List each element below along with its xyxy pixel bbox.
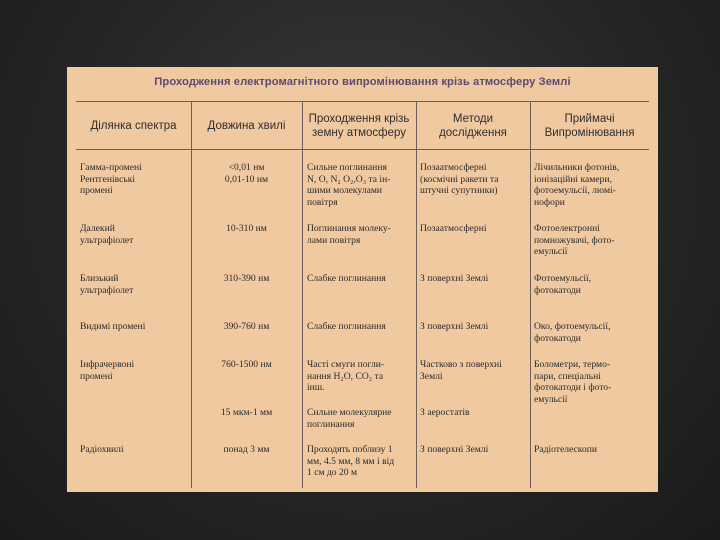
cell-receivers: Радіотелескопи [534,444,598,455]
header-radiation-receivers: Приймачі Випромінювання [544,113,635,139]
column-divider [416,101,417,488]
cell-wavelength: 310-390 нм [223,273,270,284]
column-divider [191,101,192,488]
cell-receivers: Фотоелектронні помножувачі, фото- емульсії [534,223,615,258]
table-top-rule [76,101,649,102]
cell-receivers: Око, фотоемульсії, фотокатоди [534,321,611,344]
cell-passage: Слабке поглинання [307,273,386,284]
table-title: Проходження електромагнітного випромінювання крізь атмосферу Землі [154,76,571,88]
spectrum-table [76,101,649,488]
cell-receivers: Болометри, термо- пари, спеціальні фотокатоди і фото- емульсії [534,359,612,405]
cell-methods: З поверхні Землі [420,444,489,455]
header-wavelength: Довжина хвилі [207,120,286,132]
cell-region: Гамма-промені Рентгенівські промені [80,162,142,197]
cell-methods: Позаатмосферні (космічні ракети та штучні супутники) [420,162,499,197]
cell-region: Радіохвилі [80,444,124,455]
cell-passage: Сильне поглинання N, O, N₂ O₂,O₃ та ін- шими молекулами повітря [307,162,391,208]
cell-methods: Позаатмосферні [420,223,487,234]
header-research-methods: Методи дослідження [439,113,507,139]
cell-passage: Часті смуги погли- нання H₂O, CO₂ та інш. [307,359,385,394]
cell-wavelength: 760-1500 нм [221,359,272,370]
cell-receivers: Фотоемульсії, фотокатоди [534,273,592,296]
cell-passage: Поглинання молеку- лами повітря [307,223,391,246]
column-divider [302,101,303,488]
cell-region: Видимі промені [80,321,146,332]
cell-methods: З поверхні Землі [420,321,489,332]
cell-region: Далекий ультрафіолет [80,223,134,246]
cell-methods: Частково з поверхні Землі [420,359,502,382]
header-rule [76,149,649,150]
cell-wavelength: <0,01 нм 0,01-10 нм [224,162,269,185]
header-atmosphere-passage: Проходження крізь земну атмосферу [308,113,410,139]
cell-wavelength: понад 3 мм [223,444,270,455]
cell-wavelength: 390-760 нм [223,321,270,332]
cell-region: Близький ультрафіолет [80,273,134,296]
cell-region: Інфрачервоні промені [80,359,135,382]
column-divider [530,101,531,488]
table-image [67,67,658,492]
cell-wavelength: 15 мкм-1 мм [220,407,273,418]
cell-passage: Сильне молекулярне поглинання [307,407,392,430]
cell-methods: З аеростатів [420,407,470,418]
cell-receivers: Лічильники фотонів, іонізаційні камери, фотоемульсії, люмі- нофори [534,162,620,208]
header-spectrum-region: Ділянка спектра [90,120,177,132]
cell-methods: З поверхні Землі [420,273,489,284]
cell-wavelength: 10-310 нм [226,223,267,234]
cell-passage: Проходять поблизу 1 мм, 4.5 мм, 8 мм і від 1 см до 20 м [307,444,395,479]
cell-passage: Слабке поглинання [307,321,386,332]
